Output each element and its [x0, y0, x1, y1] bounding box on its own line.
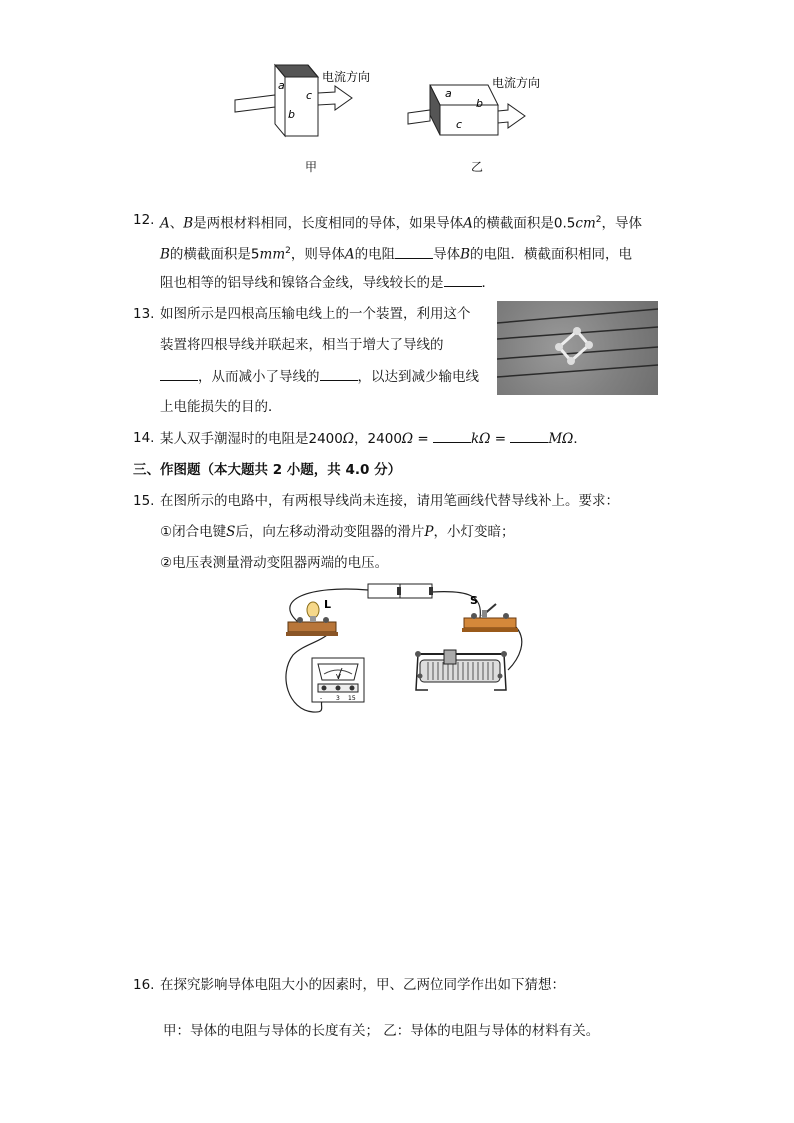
- q14-blank-2[interactable]: [510, 428, 548, 443]
- face-b-yi: b: [476, 97, 483, 110]
- q14-blank-1[interactable]: [433, 428, 471, 443]
- face-c-yi: c: [456, 118, 463, 131]
- transmission-line-photo: [497, 301, 658, 395]
- battery-pack: [368, 584, 433, 598]
- q15-line3: ②电压表测量滑动变阻器两端的电压。: [160, 555, 389, 571]
- scale-3-label: 3: [336, 695, 340, 702]
- q12-blank-2[interactable]: [444, 272, 482, 287]
- rheostat-component: [415, 650, 507, 690]
- current-direction-yi: 电流方向: [492, 76, 541, 90]
- q15-line2: ①闭合电键S后，向左移动滑动变阻器的滑片P，小灯变暗；: [160, 524, 515, 540]
- face-c-jia: c: [306, 89, 313, 102]
- current-direction-jia: 电流方向: [322, 70, 371, 84]
- q12-line1: A、B是两根材料相同，长度相同的导体，如果导体A的横截面积是$0.5cm^2$，导体: [160, 215, 643, 232]
- q12-blank-1[interactable]: [395, 244, 433, 259]
- q13-line4: 上电能损失的目的．: [160, 399, 282, 415]
- q13-line3: ，从而减小了导线的 ，以达到减少输电线: [160, 366, 479, 387]
- q12-line3: 阻也相等的铝导线和镍铬合金线，导线较长的是 ．: [160, 272, 495, 293]
- face-a-yi: a: [445, 87, 452, 100]
- scale-15-label: 15: [348, 695, 356, 702]
- q13-number: 13.: [133, 306, 155, 322]
- voltmeter-component: [312, 658, 364, 702]
- figure-label-yi: 乙: [471, 160, 484, 174]
- spacer-device-graphic: [497, 301, 658, 395]
- q13-blank-2[interactable]: [320, 366, 358, 381]
- face-a-jia: a: [278, 79, 285, 92]
- section-3-title: 三、作图题（本大题共 2 小题，共 4.0 分）: [133, 462, 402, 478]
- figure-label-jia: 甲: [305, 160, 318, 174]
- q12-line2: B的横截面积是$5mm^2$，则导体A的电阻 导体B的电阻．横截面积相同，电: [160, 241, 632, 265]
- block-yi: [408, 75, 540, 135]
- q15-number: 15.: [133, 493, 155, 509]
- q15-line1: 在图所示的电路中，有两根导线尚未连接，请用笔画线代替导线补上。要求：: [160, 493, 619, 509]
- q13-line2: 装置将四根导线并联起来，相当于增大了导线的: [160, 337, 444, 353]
- conductor-blocks-figure: [230, 55, 560, 180]
- block-jia: [235, 65, 370, 136]
- q14-number: 14.: [133, 430, 155, 446]
- scale-minus-label: -: [320, 695, 323, 702]
- switch-component: [462, 594, 518, 632]
- circuit-diagram: [268, 580, 538, 720]
- switch-label: S: [470, 594, 478, 607]
- q16-number: 16.: [133, 977, 155, 993]
- q16-line1: 在探究影响导体电阻大小的因素时，甲、乙两位同学作出如下猜想：: [160, 977, 565, 993]
- q14-line: 某人双手潮湿时的电阻是2400Ω，2400Ω = kΩ = MΩ．: [160, 428, 587, 449]
- lamp-label: L: [324, 598, 332, 611]
- q12-number: 12.: [133, 212, 155, 228]
- face-b-jia: b: [288, 108, 295, 121]
- q16-line2: 甲：导体的电阻与导体的长度有关； 乙：导体的电阻与导体的材料有关。: [163, 1023, 600, 1039]
- q13-blank-1[interactable]: [160, 366, 198, 381]
- voltmeter-label: V: [336, 673, 341, 681]
- q13-line1: 如图所示是四根高压输电线上的一个装置，利用这个: [160, 306, 471, 322]
